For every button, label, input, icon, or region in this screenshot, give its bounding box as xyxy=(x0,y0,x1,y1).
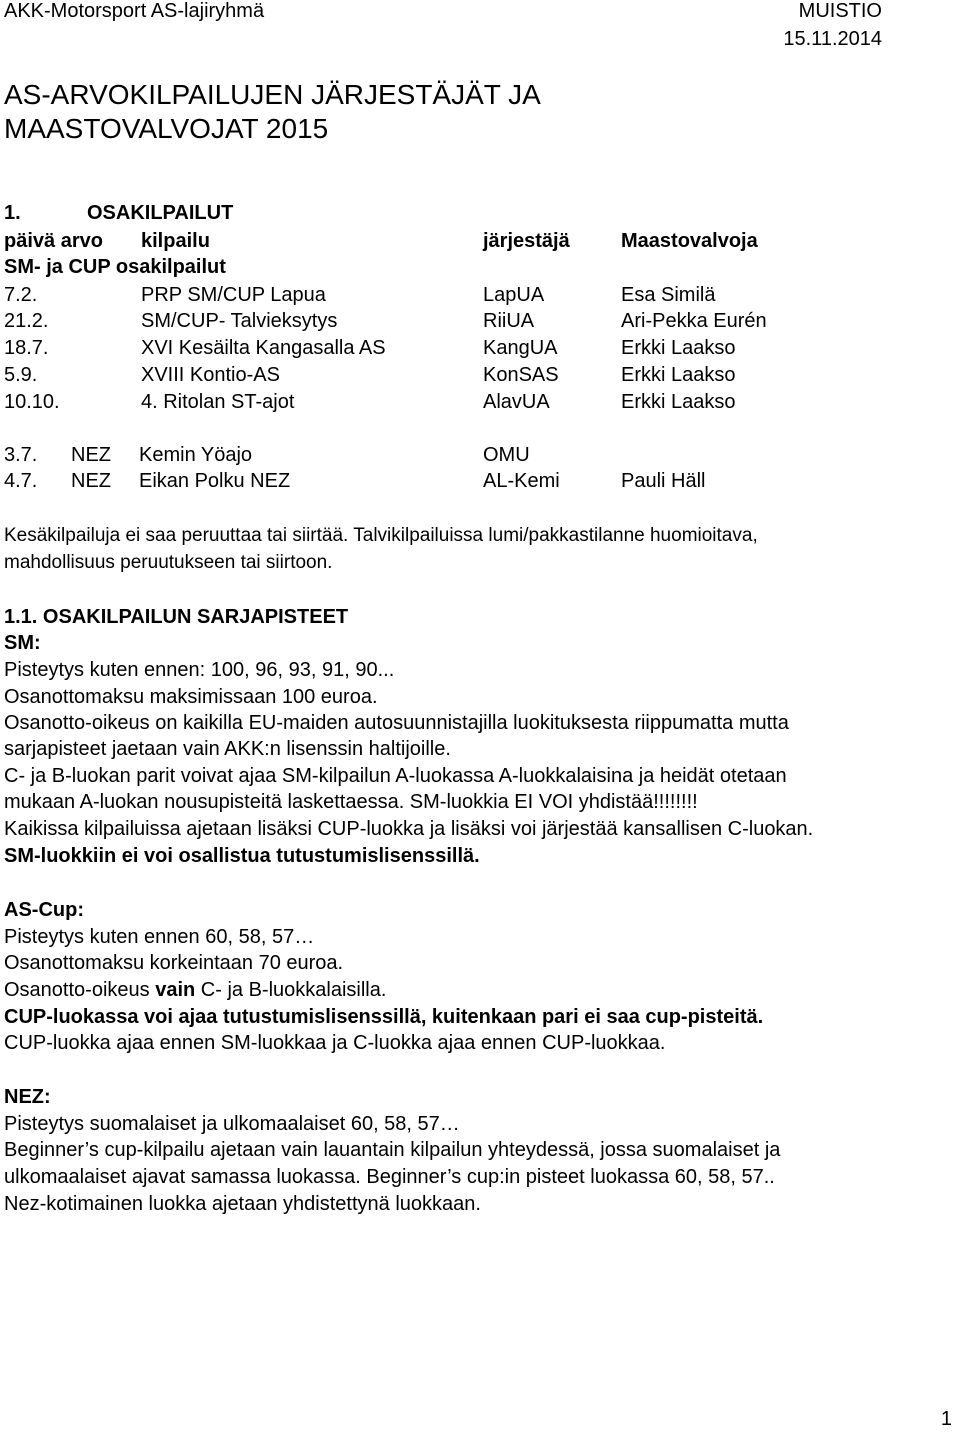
body-line: mukaan A-luokan nousupisteitä laskettaessa. SM-luokkia EI VOI yhdistää!!!!!!!! xyxy=(4,791,698,813)
row-organizer: LapUA xyxy=(483,284,545,306)
row-class: NEZ xyxy=(71,470,111,492)
row-event: XVIII Kontio-AS xyxy=(141,364,280,386)
ascup-label: AS-Cup: xyxy=(4,899,84,921)
row-class: NEZ xyxy=(71,444,111,466)
note-line: Kesäkilpailuja ei saa peruuttaa tai siirtää. Talvikilpailuissa lumi/pakkastilanne huomioitava, xyxy=(4,525,758,546)
row-event: PRP SM/CUP Lapua xyxy=(141,284,326,306)
section-heading: OSAKILPAILUT xyxy=(87,202,234,224)
row-event: XVI Kesäilta Kangasalla AS xyxy=(141,337,386,359)
subheading: SM- ja CUP osakilpailut xyxy=(4,256,226,278)
body-line: Kaikissa kilpailuissa ajetaan lisäksi CUP-luokka ja lisäksi voi järjestää kansallisen C-luokan. xyxy=(4,818,814,840)
document-type: MUISTIO xyxy=(798,0,882,22)
body-line: sarjapisteet jaetaan vain AKK:n lisenssin haltijoille. xyxy=(4,738,451,760)
section-heading: 1.1. OSAKILPAILUN SARJAPISTEET xyxy=(4,606,349,628)
note-line: mahdollisuus peruutukseen tai siirtoon. xyxy=(4,552,333,573)
body-line: Pisteytys kuten ennen: 100, 96, 93, 91, 90... xyxy=(4,659,395,681)
row-supervisor: Ari-Pekka Eurén xyxy=(621,310,767,332)
row-date: 7.2. xyxy=(4,284,38,306)
text-span: Osanotto-oikeus xyxy=(4,979,156,1001)
sm-label: SM: xyxy=(4,632,41,654)
column-header-date: päivä arvo xyxy=(4,230,103,252)
body-line: CUP-luokka ajaa ennen SM-luokkaa ja C-luokka ajaa ennen CUP-luokkaa. xyxy=(4,1032,666,1054)
text-span-bold: vain xyxy=(155,979,196,1001)
body-line: C- ja B-luokan parit voivat ajaa SM-kilpailun A-luokassa A-luokkalaisina ja heidät otetaan xyxy=(4,765,787,787)
text-span: C- ja B-luokkalaisilla. xyxy=(195,979,387,1001)
row-supervisor: Pauli Häll xyxy=(621,470,706,492)
row-date: 10.10. xyxy=(4,391,60,413)
body-line: Osanotto-oikeus on kaikilla EU-maiden autosuunnistajilla luokituksesta riippumatta mutta xyxy=(4,712,789,734)
row-event: 4. Ritolan ST-ajot xyxy=(141,391,295,413)
body-line xyxy=(4,977,386,1003)
column-header-event: kilpailu xyxy=(141,230,210,252)
column-header-organizer: järjestäjä xyxy=(483,230,570,252)
row-event: Kemin Yöajo xyxy=(139,444,253,466)
nez-label: NEZ: xyxy=(4,1086,51,1108)
page-title-line2: MAASTOVALVOJAT 2015 xyxy=(4,113,329,144)
row-organizer: KangUA xyxy=(483,337,558,359)
row-date: 5.9. xyxy=(4,364,38,386)
row-organizer: OMU xyxy=(483,444,530,466)
row-event: SM/CUP- Talvieksytys xyxy=(141,310,338,332)
page-title-line1: AS-ARVOKILPAILUJEN JÄRJESTÄJÄT JA xyxy=(4,79,541,110)
row-organizer: KonSAS xyxy=(483,364,559,386)
row-supervisor: Erkki Laakso xyxy=(621,391,736,413)
body-line-bold: SM-luokkiin ei voi osallistua tutustumislisenssillä. xyxy=(4,845,480,867)
body-line: Pisteytys kuten ennen 60, 58, 57… xyxy=(4,926,315,948)
row-supervisor: Erkki Laakso xyxy=(621,364,736,386)
body-line: Osanottomaksu korkeintaan 70 euroa. xyxy=(4,952,344,974)
row-date: 18.7. xyxy=(4,337,49,359)
row-organizer: AlavUA xyxy=(483,391,550,413)
body-line: Osanottomaksu maksimissaan 100 euroa. xyxy=(4,686,378,708)
body-line: Pisteytys suomalaiset ja ulkomaalaiset 60, 58, 57… xyxy=(4,1113,460,1135)
row-supervisor: Erkki Laakso xyxy=(621,337,736,359)
row-event: Eikan Polku NEZ xyxy=(139,470,291,492)
row-date: 4.7. xyxy=(4,470,38,492)
body-line: Beginner’s cup-kilpailu ajetaan vain lauantain kilpailun yhteydessä, jossa suomalaiset ja xyxy=(4,1139,781,1161)
organization-name: AKK-Motorsport AS-lajiryhmä xyxy=(4,0,265,22)
row-organizer: AL-Kemi xyxy=(483,470,560,492)
body-line: ulkomaalaiset ajavat samassa luokassa. Beginner’s cup:in pisteet luokassa 60, 58, 57.. xyxy=(4,1166,775,1188)
row-organizer: RiiUA xyxy=(483,310,535,332)
section-number: 1. xyxy=(4,202,21,224)
body-line: Nez-kotimainen luokka ajetaan yhdistettynä luokkaan. xyxy=(4,1193,481,1215)
row-date: 3.7. xyxy=(4,444,38,466)
row-date: 21.2. xyxy=(4,310,49,332)
page-number: 1 xyxy=(940,1408,952,1430)
document-date: 15.11.2014 xyxy=(783,28,882,50)
column-header-supervisor: Maastovalvoja xyxy=(621,230,758,252)
body-line-bold: CUP-luokassa voi ajaa tutustumislisenssillä, kuitenkaan pari ei saa cup-pisteitä. xyxy=(4,1006,764,1028)
row-supervisor: Esa Similä xyxy=(621,284,716,306)
